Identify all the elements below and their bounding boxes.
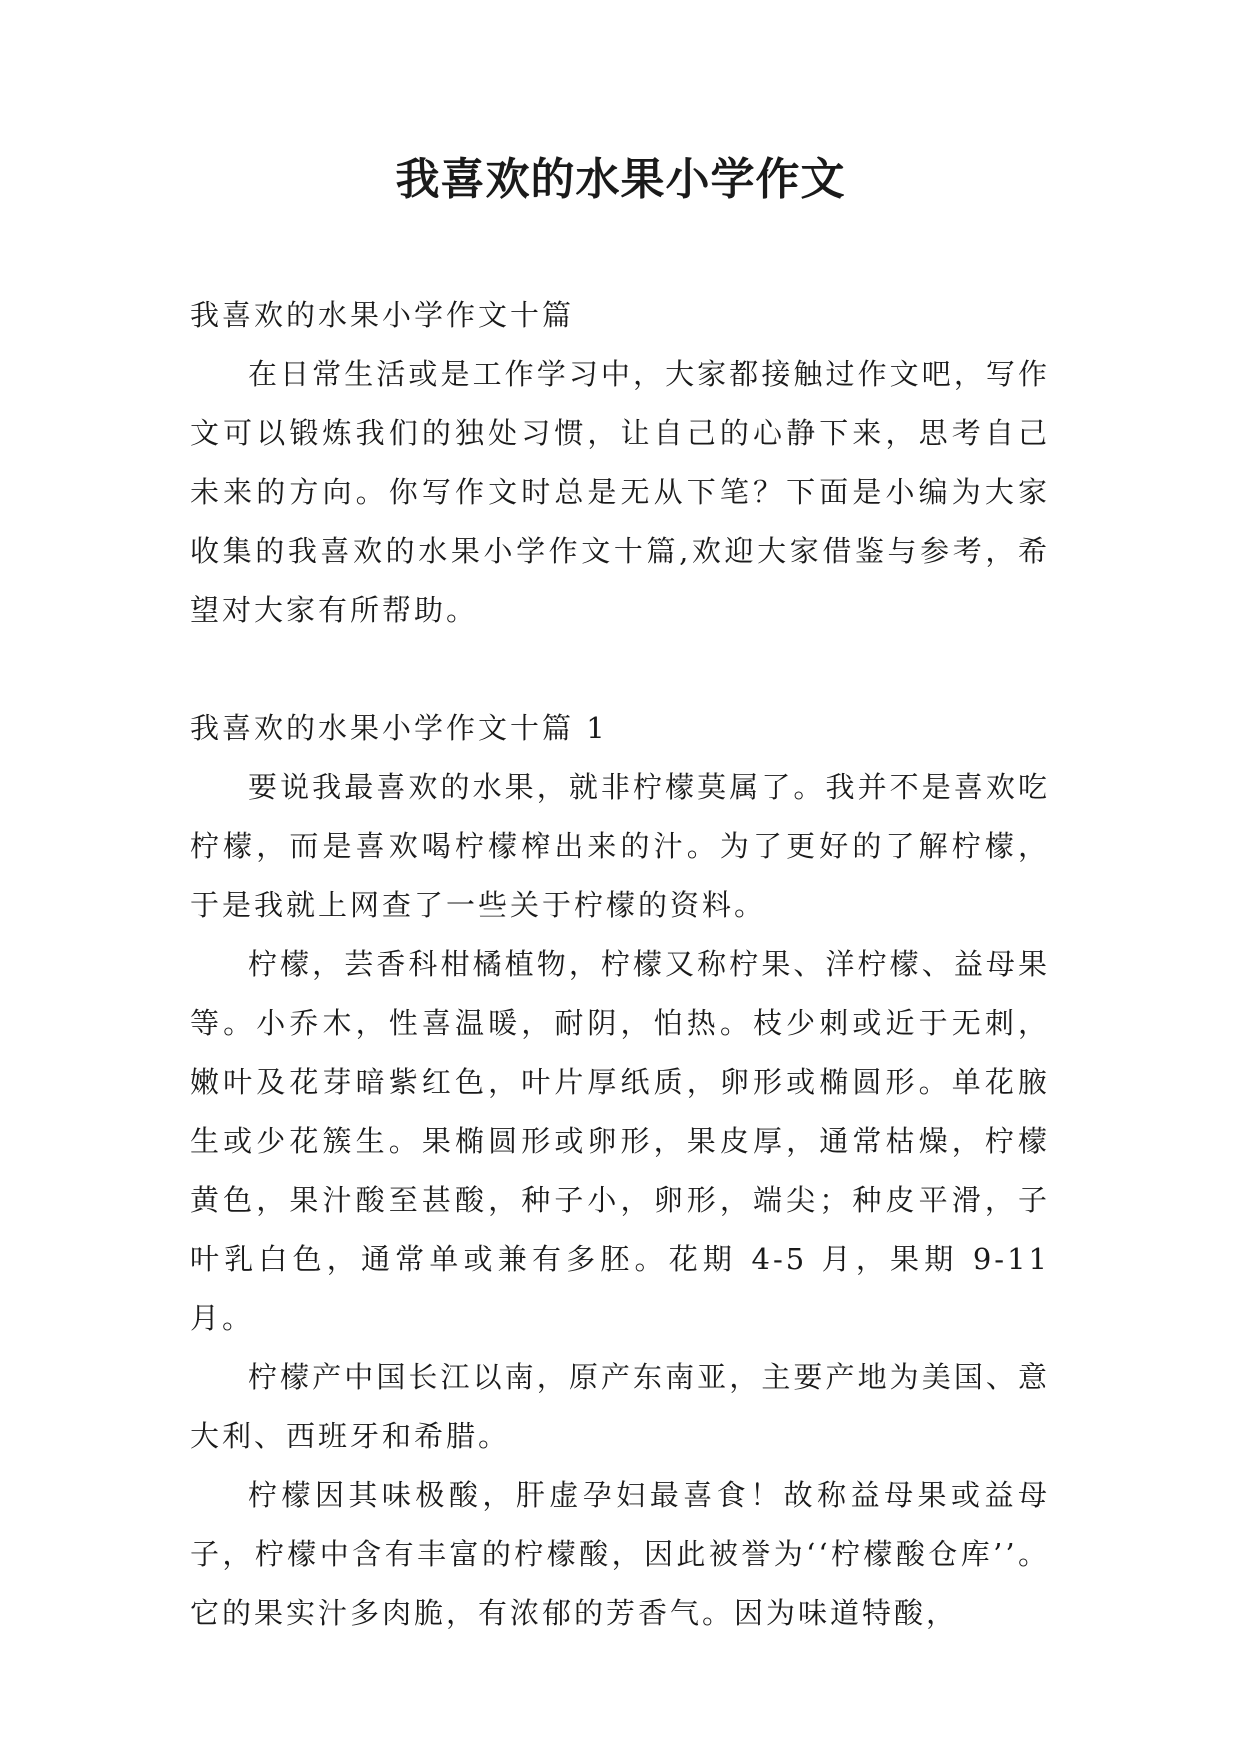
essay-paragraph: 要说我最喜欢的水果，就非柠檬莫属了。我并不是喜欢吃柠檬，而是喜欢喝柠檬榨出来的汁。为了更好的了解柠檬，于是我就上网查了一些关于柠檬的资料。 bbox=[190, 770, 1050, 922]
document-body bbox=[190, 286, 1050, 1643]
essay-paragraph: 柠檬，芸香科柑橘植物，柠檬又称柠果、洋柠檬、益母果等。小乔木，性喜温暖，耐阴，怕热。枝少刺或近于无刺，嫩叶及花芽暗紫红色，叶片厚纸质，卵形或椭圆形。单花腋生或少花簇生。果椭圆形或卵形，果皮厚，通常枯燥，柠檬黄色，果汁酸至甚酸，种子小，卵形，端尖；种皮平滑，子叶乳白色，通常单或兼有多胚。花期 4-5 月，果期 9-11 月。 bbox=[190, 947, 1050, 1335]
section-heading: 我喜欢的水果小学作文十篇 bbox=[190, 298, 575, 332]
document-title: 我喜欢的水果小学作文 bbox=[395, 154, 846, 205]
intro-paragraph: 在日常生活或是工作学习中，大家都接触过作文吧，写作文可以锻炼我们的独处习惯，让自己的心静下来，思考自己未来的方向。你写作文时总是无从下笔？下面是小编为大家收集的我喜欢的水果小学作文十篇,欢迎大家借鉴与参考，希望对大家有所帮助。 bbox=[190, 357, 1050, 627]
essay-paragraph: 柠檬产中国长江以南，原产东南亚，主要产地为美国、意大利、西班牙和希腊。 bbox=[190, 1360, 1050, 1453]
essay-paragraph: 柠檬因其味极酸，肝虚孕妇最喜食！故称益母果或益母子，柠檬中含有丰富的柠檬酸，因此被誉为‘‘柠檬酸仓库’’。它的果实汁多肉脆，有浓郁的芳香气。因为味道特酸， bbox=[190, 1478, 1050, 1630]
essay-heading: 我喜欢的水果小学作文十篇 1 bbox=[190, 711, 608, 745]
